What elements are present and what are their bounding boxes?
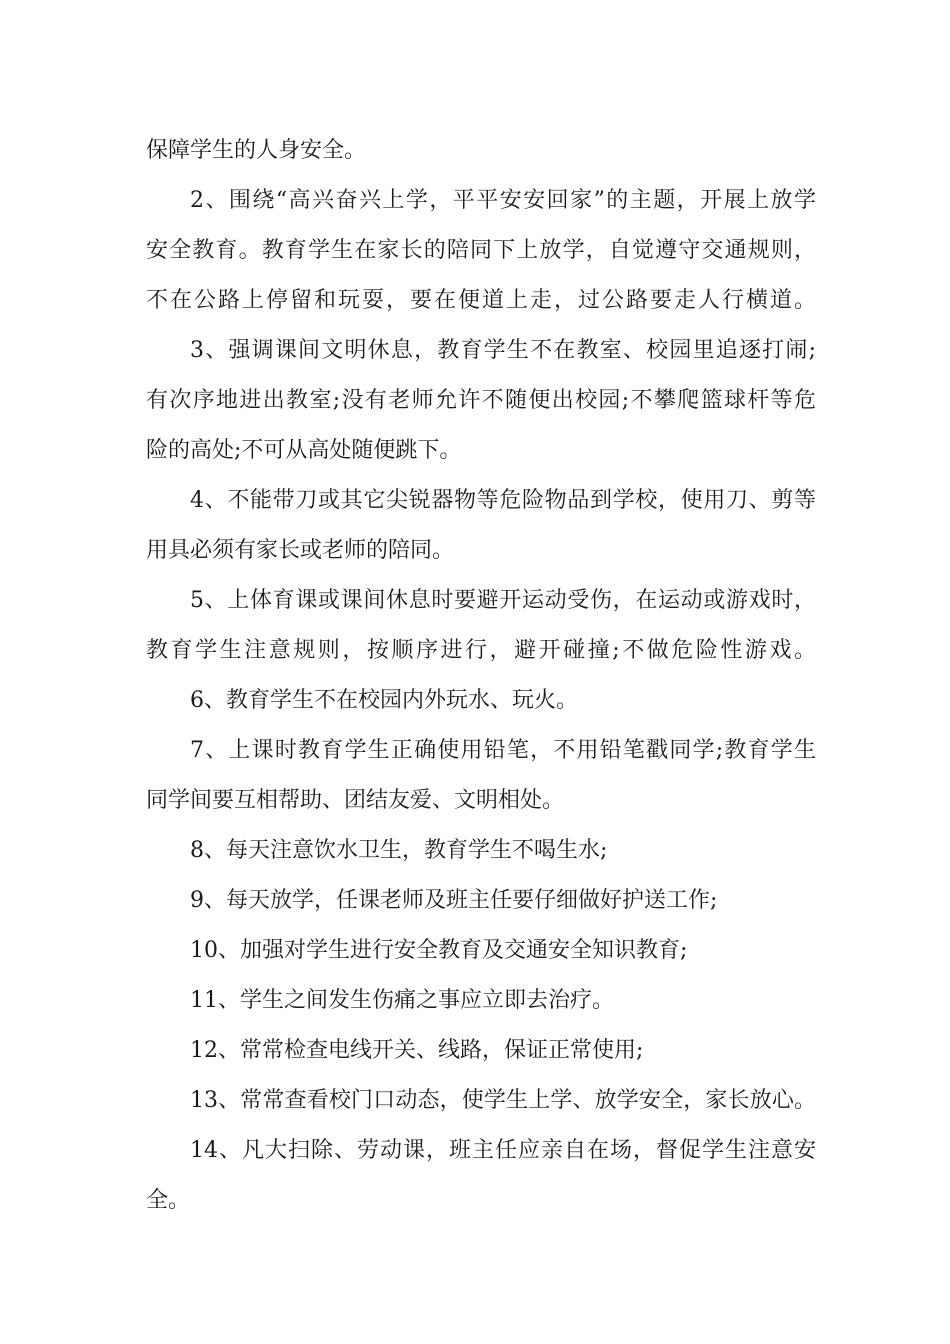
text-line: 11、学生之间发生伤痛之事应立即去治疗。 (190, 988, 614, 1013)
text-line: 8、每天注意饮水卫生，教育学生不喝生水; (190, 838, 608, 863)
text-line: 12、常常检查电线开关、线路，保证正常使用; (190, 1038, 644, 1063)
text-line: 14、凡大扫除、劳动课，班主任应亲自在场，督促学生注意安 (190, 1138, 816, 1163)
text-line: 9、每天放学，任课老师及班主任要仔细做好护送工作; (190, 888, 718, 913)
text-line: 6、教育学生不在校园内外玩水、玩火。 (190, 688, 578, 713)
text-line: 有次序地进出教室;没有老师允许不随便出校园;不攀爬篮球杆等危 (146, 388, 816, 413)
text-line: 2、围绕“高兴奋兴上学，平平安安回家”的主题，开展上放学 (190, 188, 816, 213)
text-line: 用具必须有家长或老师的陪同。 (146, 538, 455, 563)
text-line: 保障学生的人身安全。 (146, 138, 367, 163)
text-line: 4、不能带刀或其它尖锐器物等危险物品到学校，使用刀、剪等 (190, 488, 816, 513)
text-line: 13、常常查看校门口动态，使学生上学、放学安全，家长放心。 (190, 1088, 816, 1113)
text-line: 教育学生注意规则，按顺序进行，避开碰撞;不做危险性游戏。 (146, 638, 816, 663)
text-line: 5、上体育课或课间休息时要避开运动受伤，在运动或游戏时， (190, 588, 816, 613)
text-line: 不在公路上停留和玩耍，要在便道上走，过公路要走人行横道。 (146, 288, 816, 313)
text-line: 险的高处;不可从高处随便跳下。 (146, 438, 462, 463)
text-line: 10、加强对学生进行安全教育及交通安全知识教育; (190, 938, 688, 963)
text-line: 3、强调课间文明休息，教育学生不在教室、校园里追逐打闹; (190, 338, 816, 363)
text-line: 全。 (146, 1188, 191, 1213)
text-line: 7、上课时教育学生正确使用铅笔，不用铅笔戳同学;教育学生 (190, 738, 816, 763)
text-line: 同学间要互相帮助、团结友爱、文明相处。 (146, 788, 565, 813)
text-line: 安全教育。教育学生在家长的陪同下上放学，自觉遵守交通规则， (146, 238, 816, 263)
